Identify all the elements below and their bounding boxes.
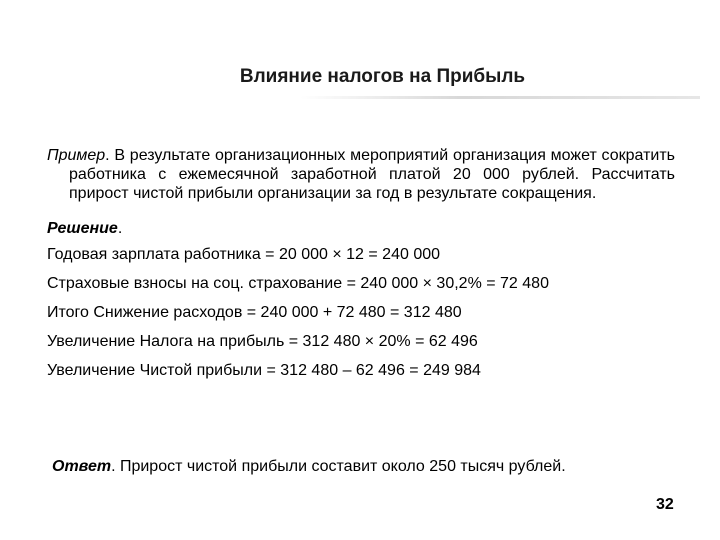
solution-lead: Решение bbox=[47, 220, 118, 237]
solution-heading bbox=[47, 219, 675, 238]
calc-line-salary: Годовая зарплата работника = 20 000 × 12 = 240 000 bbox=[47, 246, 441, 263]
calc-line-cost-reduction: Итого Снижение расходов = 240 000 + 72 480 = 312 480 bbox=[47, 304, 462, 321]
answer-lead: Ответ bbox=[52, 458, 112, 475]
example-text: . В результате организационных мероприятий организация может сократить работника с ежемесячной заработной платой 20 000 рублей. Рассчитать прирост чистой прибыли организации за год в результате сокращения. bbox=[69, 147, 675, 202]
calculation-lines bbox=[47, 240, 675, 385]
title-underline bbox=[300, 96, 700, 99]
example-lead: Пример bbox=[47, 147, 106, 164]
answer-text: . Прирост чистой прибыли составит около 250 тысяч рублей. bbox=[111, 458, 566, 475]
slide-body bbox=[47, 146, 675, 385]
calc-line-insurance: Страховые взносы на соц. страхование = 240 000 × 30,2% = 72 480 bbox=[47, 275, 549, 292]
example-paragraph bbox=[47, 146, 675, 203]
calc-line-net-profit: Увеличение Чистой прибыли = 312 480 – 62 496 = 249 984 bbox=[47, 362, 481, 379]
page-number: 32 bbox=[656, 496, 674, 513]
calc-line-tax-increase: Увеличение Налога на прибыль = 312 480 × 20% = 62 496 bbox=[47, 333, 478, 350]
slide-title: Влияние налогов на Прибыль bbox=[239, 66, 526, 87]
answer-paragraph bbox=[52, 458, 566, 476]
solution-tail: . bbox=[117, 220, 123, 237]
